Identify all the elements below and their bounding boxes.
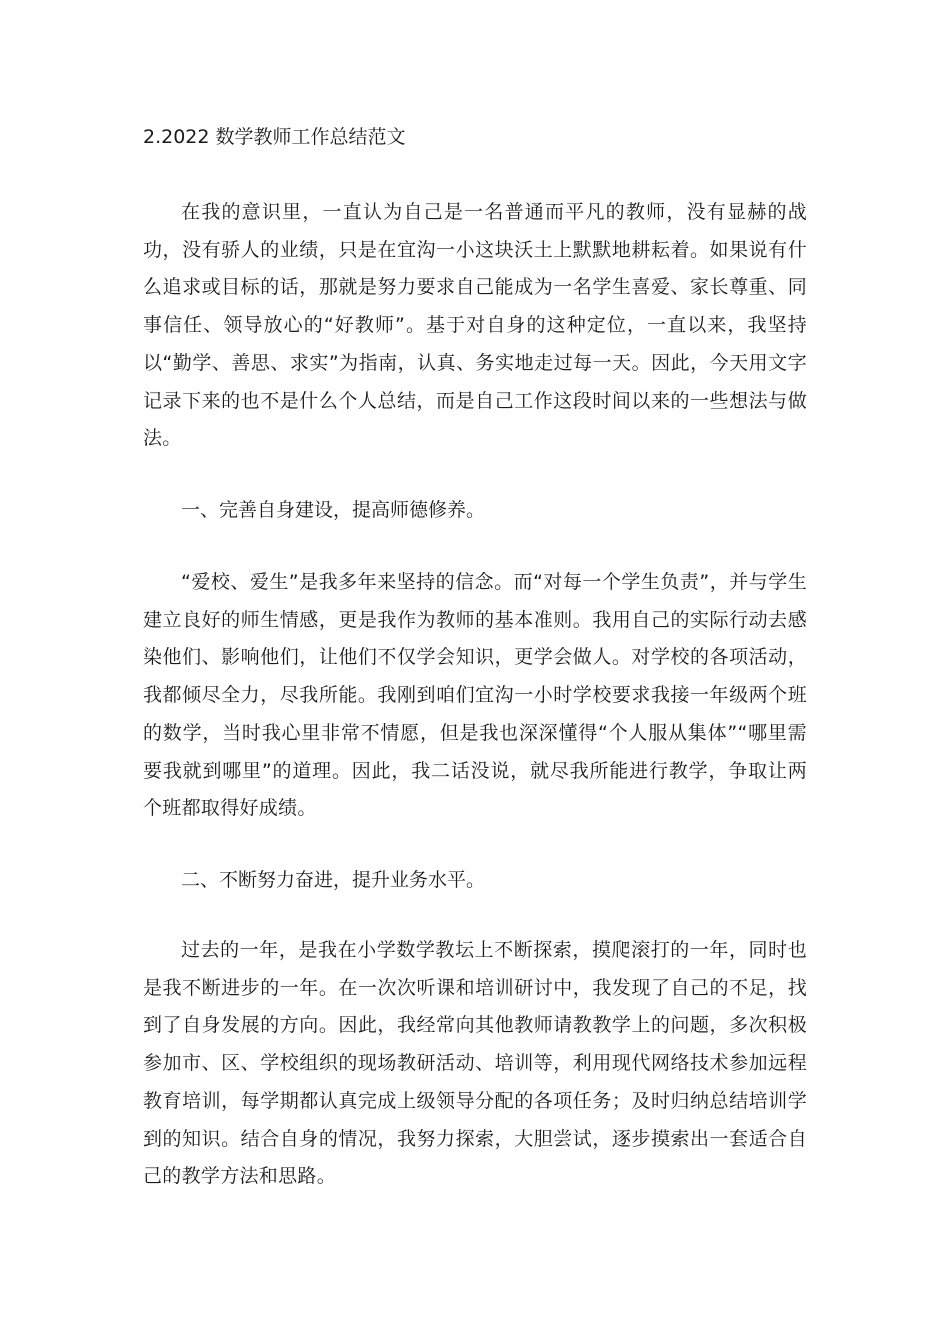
document-title: 2.2022 数学教师工作总结范文 xyxy=(143,126,406,148)
section-heading-2: 二、不断努力奋进，提升业务水平。 xyxy=(181,869,486,891)
paragraph-section-2: 过去的一年，是我在小学数学教坛上不断探索，摸爬滚打的一年，同时也是我不断进步的一年。在一次次听课和培训研讨中，我发现了自己的不足，找到了自身发展的方向。因此，我经常向其他教师请教教学上的问题，多次积极参加市、区、学校组织的现场教研活动、培训等，利用现代网络技术参加远程教育培训，每学期都认真完成上级领导分配的各项任务；及时归纳总结培训学到的知识。结合自身的情况，我努力探索，大胆尝试，逐步摸索出一套适合自己的教学方法和思路。 xyxy=(143,939,807,1188)
paragraph-section-1: “爱校、爱生”是我多年来坚持的信念。而“对每一个学生负责”，并与学生建立良好的师生情感，更是我作为教师的基本准则。我用自己的实际行动去感染他们、影响他们，让他们不仅学会知识，更学会做人。对学校的各项活动，我都倾尽全力，尽我所能。我刚到咱们宜沟一小时学校要求我接一年级两个班的数学，当时我心里非常不情愿，但是我也深深懂得“个人服从集体”“哪里需要我就到哪里”的道理。因此，我二话没说，就尽我所能进行教学，争取让两个班都取得好成绩。 xyxy=(143,571,807,820)
paragraph-intro: 在我的意识里，一直认为自己是一名普通而平凡的教师，没有显赫的战功，没有骄人的业绩，只是在宜沟一小这块沃土上默默地耕耘着。如果说有什么追求或目标的话，那就是努力要求自己能成为一名学生喜爱、家长尊重、同事信任、领导放心的“好教师”。基于对自身的这种定位，一直以来，我坚持以“勤学、善思、求实”为指南，认真、务实地走过每一天。因此，今天用文字记录下来的也不是什么个人总结，而是自己工作这段时间以来的一些想法与做法。 xyxy=(143,201,807,450)
section-heading-1: 一、完善自身建设，提高师德修养。 xyxy=(181,499,486,521)
